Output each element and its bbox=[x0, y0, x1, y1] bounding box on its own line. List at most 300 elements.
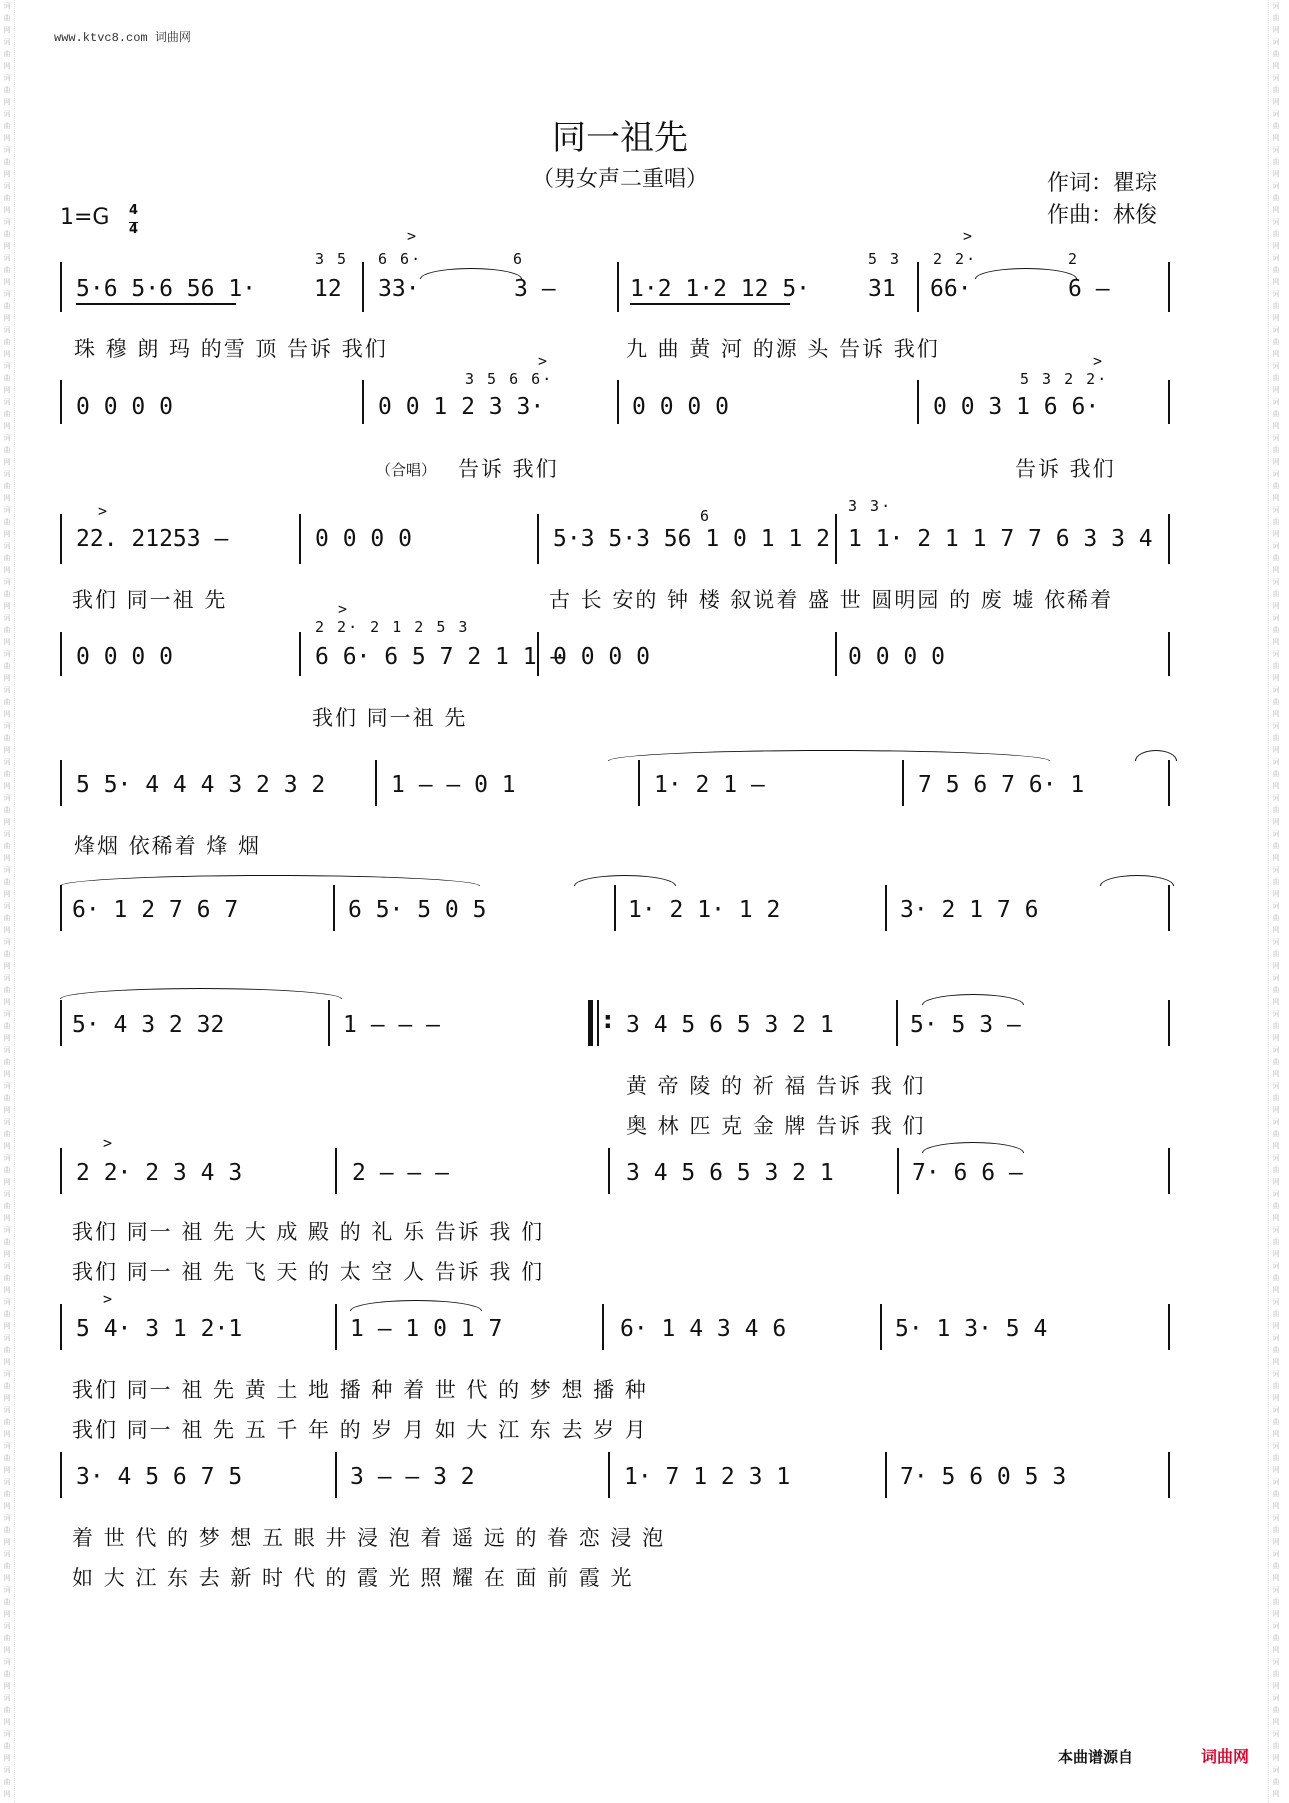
watermark-char: 网 bbox=[3, 998, 11, 1006]
lower-voice-bar: 0 0 0 0 bbox=[632, 394, 729, 420]
watermark-char: 词 bbox=[1272, 110, 1280, 118]
lyricist-credit: 作词：瞿琮 bbox=[1047, 171, 1158, 196]
melody-bar: 5· 5 3 – bbox=[910, 1012, 1021, 1038]
watermark-char: 曲 bbox=[1272, 482, 1280, 490]
watermark-char: 网 bbox=[1272, 386, 1280, 394]
watermark-char: 网 bbox=[1272, 1718, 1280, 1726]
watermark-char: 网 bbox=[1272, 1502, 1280, 1510]
harmony-note: 5 3 bbox=[868, 250, 902, 268]
watermark-char: 词 bbox=[1272, 326, 1280, 334]
watermark-char: 曲 bbox=[3, 806, 11, 814]
watermark-char: 曲 bbox=[1272, 50, 1280, 58]
watermark-char: 网 bbox=[3, 926, 11, 934]
lower-voice-bar: 0 0 1 2 3 3· bbox=[378, 394, 545, 420]
melody-bar: 33· bbox=[378, 276, 420, 302]
melody-bar: 22. 21253 – bbox=[76, 526, 229, 552]
lyric-line: 我们 同一 祖 先 黄 土 地 播 种 着 世 代 的 梦 想 播 种 bbox=[72, 1378, 648, 1402]
watermark-char: 曲 bbox=[1272, 1598, 1280, 1606]
watermark-char: 曲 bbox=[1272, 842, 1280, 850]
watermark-char: 曲 bbox=[3, 1166, 11, 1174]
watermark-char: 词 bbox=[1272, 1226, 1280, 1234]
watermark-char: 曲 bbox=[1272, 1202, 1280, 1210]
watermark-char: 网 bbox=[1272, 1394, 1280, 1402]
watermark-char: 词 bbox=[1272, 722, 1280, 730]
watermark-char: 曲 bbox=[3, 1130, 11, 1138]
lyric-line: 奥 林 匹 克 金 牌 告诉 我 们 bbox=[626, 1114, 926, 1138]
watermark-char: 词 bbox=[3, 1622, 11, 1630]
watermark-char: 词 bbox=[3, 794, 11, 802]
watermark-char: 词 bbox=[1272, 1658, 1280, 1666]
watermark-char: 曲 bbox=[1272, 302, 1280, 310]
lower-voice-bar: 0 0 0 0 bbox=[76, 394, 173, 420]
watermark-char: 曲 bbox=[3, 50, 11, 58]
watermark-char: 词 bbox=[3, 1550, 11, 1558]
watermark-char: 曲 bbox=[1272, 158, 1280, 166]
watermark-char: 曲 bbox=[1272, 1022, 1280, 1030]
watermark-char: 曲 bbox=[1272, 1310, 1280, 1318]
watermark-char: 曲 bbox=[1272, 1274, 1280, 1282]
watermark-char: 词 bbox=[3, 362, 11, 370]
melody-bar: 2 – – – bbox=[352, 1160, 449, 1186]
watermark-char: 网 bbox=[3, 26, 11, 34]
melody-bar: 7· 5 6 0 5 3 bbox=[900, 1464, 1067, 1490]
harmony-note: 3 3· bbox=[848, 497, 893, 515]
watermark-char: 网 bbox=[1272, 206, 1280, 214]
watermark-char: 网 bbox=[1272, 170, 1280, 178]
watermark-char: 曲 bbox=[1272, 1346, 1280, 1354]
watermark-char: 词 bbox=[1272, 290, 1280, 298]
watermark-char: 网 bbox=[1272, 530, 1280, 538]
watermark-char: 曲 bbox=[1272, 1634, 1280, 1642]
melody-bar: 5 5· 4 4 4 3 2 3 2 bbox=[76, 772, 326, 798]
watermark-char: 词 bbox=[3, 2, 11, 10]
melody-bar: 3 – bbox=[514, 276, 556, 302]
watermark-char: 网 bbox=[1272, 962, 1280, 970]
melody-bar: 6 5· 5 0 5 bbox=[348, 897, 487, 923]
lyric-line: 告诉 我们 bbox=[458, 457, 559, 481]
watermark-char: 曲 bbox=[3, 1310, 11, 1318]
watermark-char: 网 bbox=[1272, 602, 1280, 610]
watermark-char: 网 bbox=[3, 962, 11, 970]
watermark-char: 网 bbox=[3, 1754, 11, 1762]
watermark-char: 网 bbox=[3, 170, 11, 178]
watermark-char: 网 bbox=[3, 530, 11, 538]
watermark-char: 曲 bbox=[3, 374, 11, 382]
watermark-char: 曲 bbox=[1272, 1778, 1280, 1786]
watermark-char: 网 bbox=[3, 458, 11, 466]
watermark-char: 词 bbox=[3, 506, 11, 514]
lyric-line: 我们 同一祖 先 bbox=[312, 706, 468, 730]
harmony-note: 2 2· bbox=[933, 250, 978, 268]
watermark-char: 曲 bbox=[1272, 914, 1280, 922]
watermark-char: 网 bbox=[3, 890, 11, 898]
watermark-char: 词 bbox=[3, 470, 11, 478]
lyric-line: 烽烟 依稀着 烽 烟 bbox=[74, 834, 262, 858]
watermark-char: 曲 bbox=[1272, 338, 1280, 346]
lower-voice-bar: 0 0 3 1 6 6· bbox=[933, 394, 1100, 420]
watermark-char: 网 bbox=[3, 854, 11, 862]
melody-bar: 5· 1 3· 5 4 bbox=[895, 1316, 1048, 1342]
watermark-char: 词 bbox=[1272, 1586, 1280, 1594]
watermark-char: 网 bbox=[1272, 926, 1280, 934]
melody-bar: 1 – – – bbox=[343, 1012, 440, 1038]
watermark-char: 词 bbox=[1272, 542, 1280, 550]
watermark-char: 网 bbox=[1272, 782, 1280, 790]
left-watermark-strip bbox=[0, 0, 15, 1803]
watermark-char: 词 bbox=[3, 254, 11, 262]
watermark-char: 网 bbox=[3, 422, 11, 430]
watermark-char: 网 bbox=[1272, 1214, 1280, 1222]
harmony-note: 6 bbox=[513, 250, 525, 268]
watermark-char: 网 bbox=[1272, 350, 1280, 358]
watermark-char: 词 bbox=[1272, 1442, 1280, 1450]
melody-bar: 5·6 5·6 56 1· bbox=[76, 276, 257, 302]
watermark-char: 词 bbox=[3, 182, 11, 190]
watermark-char: 网 bbox=[1272, 1358, 1280, 1366]
watermark-char: 网 bbox=[1272, 1538, 1280, 1546]
site-label[interactable]: www.ktvc8.com 词曲网 bbox=[54, 31, 191, 45]
watermark-char: 词 bbox=[3, 1298, 11, 1306]
watermark-char: 词 bbox=[1272, 578, 1280, 586]
watermark-char: 网 bbox=[3, 1322, 11, 1330]
watermark-char: 曲 bbox=[3, 1706, 11, 1714]
watermark-char: 网 bbox=[1272, 890, 1280, 898]
watermark-char: 词 bbox=[1272, 506, 1280, 514]
watermark-char: 词 bbox=[1272, 1550, 1280, 1558]
harmony-note: 3 5 6 6· bbox=[465, 370, 554, 388]
footer-brand-link[interactable]: 词曲网 bbox=[1201, 1747, 1250, 1766]
watermark-char: 曲 bbox=[3, 1022, 11, 1030]
watermark-char: 曲 bbox=[1272, 1526, 1280, 1534]
watermark-char: 词 bbox=[1272, 1514, 1280, 1522]
watermark-char: 词 bbox=[3, 866, 11, 874]
watermark-char: 网 bbox=[3, 386, 11, 394]
lyric-line: 我们 同一 祖 先 大 成 殿 的 礼 乐 告诉 我 们 bbox=[72, 1220, 545, 1244]
melody-bar: 3· 4 5 6 7 5 bbox=[76, 1464, 243, 1490]
watermark-char: 网 bbox=[3, 242, 11, 250]
watermark-char: 网 bbox=[1272, 566, 1280, 574]
watermark-char: 曲 bbox=[3, 1058, 11, 1066]
watermark-char: 词 bbox=[3, 686, 11, 694]
watermark-char: 词 bbox=[1272, 938, 1280, 946]
watermark-char: 网 bbox=[1272, 1070, 1280, 1078]
watermark-char: 曲 bbox=[3, 914, 11, 922]
harmony-note: 2 bbox=[1068, 250, 1080, 268]
watermark-char: 曲 bbox=[3, 446, 11, 454]
watermark-char: 词 bbox=[3, 722, 11, 730]
watermark-char: 曲 bbox=[1272, 1094, 1280, 1102]
watermark-char: 曲 bbox=[3, 302, 11, 310]
watermark-char: 曲 bbox=[1272, 986, 1280, 994]
watermark-char: 网 bbox=[3, 206, 11, 214]
watermark-char: 词 bbox=[3, 1226, 11, 1234]
melody-bar: 1· 2 1 – bbox=[654, 772, 765, 798]
watermark-char: 网 bbox=[1272, 1610, 1280, 1618]
watermark-char: 网 bbox=[3, 1682, 11, 1690]
footer-source: 本曲谱源自 bbox=[1058, 1748, 1134, 1766]
watermark-char: 词 bbox=[3, 542, 11, 550]
watermark-char: 词 bbox=[1272, 38, 1280, 46]
harmony-note: 6 6· bbox=[378, 250, 423, 268]
melody-bar: 1· 2 1· 1 2 bbox=[628, 897, 781, 923]
watermark-char: 词 bbox=[1272, 866, 1280, 874]
melody-bar: 3 4 5 6 5 3 2 1 bbox=[626, 1160, 834, 1186]
melody-bar: 2 2· 2 3 4 3 bbox=[76, 1160, 243, 1186]
watermark-char: 词 bbox=[1272, 1694, 1280, 1702]
watermark-char: 曲 bbox=[1272, 518, 1280, 526]
watermark-char: 曲 bbox=[1272, 1418, 1280, 1426]
watermark-char: 词 bbox=[1272, 218, 1280, 226]
watermark-char: 曲 bbox=[3, 734, 11, 742]
watermark-char: 网 bbox=[1272, 854, 1280, 862]
watermark-char: 网 bbox=[3, 1178, 11, 1186]
watermark-char: 曲 bbox=[3, 410, 11, 418]
watermark-char: 网 bbox=[1272, 1178, 1280, 1186]
watermark-char: 词 bbox=[1272, 1370, 1280, 1378]
watermark-char: 曲 bbox=[3, 1382, 11, 1390]
watermark-char: 网 bbox=[3, 602, 11, 610]
watermark-char: 曲 bbox=[1272, 446, 1280, 454]
watermark-char: 词 bbox=[1272, 614, 1280, 622]
melody-bar: 3 4 5 6 5 3 2 1 bbox=[626, 1012, 834, 1038]
watermark-char: 网 bbox=[1272, 494, 1280, 502]
lyric-line: 如 大 江 东 去 新 时 代 的 霞 光 照 耀 在 面 前 霞 光 bbox=[72, 1566, 634, 1590]
watermark-char: 曲 bbox=[3, 842, 11, 850]
watermark-char: 词 bbox=[3, 1262, 11, 1270]
watermark-char: 网 bbox=[1272, 1466, 1280, 1474]
melody-bar: 5 4· 3 1 2·1 bbox=[76, 1316, 243, 1342]
melody-bar: 1 – 1 0 1 7 bbox=[350, 1316, 503, 1342]
watermark-char: 词 bbox=[3, 218, 11, 226]
chorus-tag: （合唱） bbox=[376, 461, 437, 479]
melody-bar: 6· 1 2 7 6 7 bbox=[72, 897, 239, 923]
watermark-char: 曲 bbox=[1272, 1382, 1280, 1390]
watermark-char: 曲 bbox=[3, 14, 11, 22]
melody-bar: 5·3 5·3 56 1 0 1 1 2 bbox=[553, 526, 830, 552]
melody-bar: 6· 1 4 3 4 6 bbox=[620, 1316, 787, 1342]
watermark-char: 词 bbox=[1272, 902, 1280, 910]
watermark-char: 词 bbox=[3, 1046, 11, 1054]
watermark-char: 词 bbox=[3, 290, 11, 298]
watermark-char: 网 bbox=[3, 710, 11, 718]
watermark-char: 曲 bbox=[3, 1742, 11, 1750]
watermark-char: 曲 bbox=[1272, 734, 1280, 742]
watermark-char: 词 bbox=[1272, 398, 1280, 406]
watermark-char: 词 bbox=[3, 614, 11, 622]
watermark-char: 曲 bbox=[1272, 698, 1280, 706]
watermark-char: 词 bbox=[1272, 1298, 1280, 1306]
watermark-char: 词 bbox=[3, 1334, 11, 1342]
watermark-char: 网 bbox=[3, 1502, 11, 1510]
watermark-char: 网 bbox=[1272, 62, 1280, 70]
watermark-char: 曲 bbox=[3, 86, 11, 94]
watermark-char: 网 bbox=[3, 1718, 11, 1726]
watermark-char: 词 bbox=[1272, 1154, 1280, 1162]
watermark-char: 网 bbox=[1272, 1106, 1280, 1114]
lyric-line: 告诉 我们 bbox=[1015, 457, 1116, 481]
melody-bar: 12 bbox=[314, 276, 342, 302]
watermark-char: 网 bbox=[3, 1358, 11, 1366]
watermark-char: 网 bbox=[1272, 638, 1280, 646]
right-watermark-strip bbox=[1268, 0, 1283, 1803]
watermark-char: 词 bbox=[3, 1514, 11, 1522]
melody-bar: 1· 7 1 2 3 1 bbox=[624, 1464, 791, 1490]
watermark-char: 曲 bbox=[3, 1202, 11, 1210]
watermark-char: 曲 bbox=[3, 1490, 11, 1498]
watermark-char: 曲 bbox=[1272, 1706, 1280, 1714]
watermark-char: 词 bbox=[1272, 1190, 1280, 1198]
watermark-char: 词 bbox=[1272, 1766, 1280, 1774]
key-signature: 1=G bbox=[60, 205, 110, 230]
watermark-char: 词 bbox=[3, 398, 11, 406]
watermark-char: 曲 bbox=[3, 266, 11, 274]
watermark-char: 曲 bbox=[1272, 806, 1280, 814]
lyric-line: 我们 同一祖 先 bbox=[72, 588, 228, 612]
watermark-char: 词 bbox=[3, 326, 11, 334]
watermark-char: 词 bbox=[3, 830, 11, 838]
watermark-char: 网 bbox=[3, 134, 11, 142]
melody-bar: 0 0 0 0 bbox=[315, 526, 412, 552]
watermark-char: 网 bbox=[3, 1466, 11, 1474]
watermark-char: 网 bbox=[3, 1142, 11, 1150]
watermark-char: 曲 bbox=[3, 950, 11, 958]
watermark-char: 词 bbox=[3, 974, 11, 982]
watermark-char: 网 bbox=[3, 1250, 11, 1258]
watermark-char: 网 bbox=[3, 278, 11, 286]
watermark-char: 曲 bbox=[3, 230, 11, 238]
watermark-char: 曲 bbox=[3, 122, 11, 130]
watermark-char: 词 bbox=[3, 1730, 11, 1738]
watermark-char: 网 bbox=[1272, 26, 1280, 34]
watermark-char: 网 bbox=[3, 1214, 11, 1222]
watermark-char: 词 bbox=[1272, 830, 1280, 838]
harmony-note: 3 5 bbox=[315, 250, 349, 268]
watermark-char: 曲 bbox=[3, 338, 11, 346]
watermark-char: 词 bbox=[1272, 254, 1280, 262]
watermark-char: 曲 bbox=[1272, 1742, 1280, 1750]
watermark-char: 曲 bbox=[3, 770, 11, 778]
watermark-char: 网 bbox=[3, 314, 11, 322]
time-signature-top: 4 bbox=[129, 203, 139, 218]
watermark-char: 网 bbox=[3, 818, 11, 826]
watermark-char: 曲 bbox=[1272, 230, 1280, 238]
watermark-char: 词 bbox=[3, 1442, 11, 1450]
watermark-char: 曲 bbox=[3, 1454, 11, 1462]
watermark-char: 词 bbox=[1272, 974, 1280, 982]
watermark-char: 曲 bbox=[3, 986, 11, 994]
watermark-char: 词 bbox=[1272, 1406, 1280, 1414]
melody-bar: 1 1· 2 1 1 7 7 6 3 3 4 bbox=[848, 526, 1153, 552]
watermark-char: 词 bbox=[1272, 74, 1280, 82]
lower-voice-bar: 0 0 0 0 bbox=[553, 644, 650, 670]
watermark-char: 曲 bbox=[3, 482, 11, 490]
watermark-char: 词 bbox=[1272, 434, 1280, 442]
watermark-char: 网 bbox=[1272, 1322, 1280, 1330]
watermark-char: 网 bbox=[1272, 1250, 1280, 1258]
watermark-char: 词 bbox=[1272, 650, 1280, 658]
lyric-line: 珠 穆 朗 玛 的雪 顶 告诉 我们 bbox=[74, 337, 388, 361]
watermark-char: 曲 bbox=[3, 1598, 11, 1606]
watermark-char: 网 bbox=[3, 1106, 11, 1114]
watermark-char: 曲 bbox=[3, 626, 11, 634]
watermark-char: 词 bbox=[3, 902, 11, 910]
watermark-char: 网 bbox=[1272, 710, 1280, 718]
melody-bar: 5· 4 3 2 32 bbox=[72, 1012, 225, 1038]
watermark-char: 曲 bbox=[3, 590, 11, 598]
watermark-char: 网 bbox=[3, 1790, 11, 1798]
watermark-char: 曲 bbox=[3, 194, 11, 202]
watermark-char: 曲 bbox=[1272, 1238, 1280, 1246]
lyric-line: 古 长 安的 钟 楼 叙说着 盛 世 圆明园 的 废 墟 依稀着 bbox=[549, 588, 1114, 612]
watermark-char: 词 bbox=[1272, 2, 1280, 10]
watermark-char: 曲 bbox=[1272, 590, 1280, 598]
watermark-char: 曲 bbox=[3, 1526, 11, 1534]
watermark-char: 曲 bbox=[1272, 86, 1280, 94]
watermark-char: 词 bbox=[3, 1586, 11, 1594]
watermark-char: 词 bbox=[1272, 182, 1280, 190]
melody-bar: 1·2 1·2 12 5· bbox=[630, 276, 811, 302]
watermark-char: 词 bbox=[1272, 1082, 1280, 1090]
lower-voice-bar: 0 0 0 0 bbox=[848, 644, 945, 670]
watermark-char: 词 bbox=[3, 38, 11, 46]
watermark-char: 曲 bbox=[1272, 1166, 1280, 1174]
grace-note: 6 bbox=[700, 507, 712, 525]
watermark-char: 词 bbox=[3, 74, 11, 82]
watermark-char: 词 bbox=[3, 146, 11, 154]
watermark-char: 网 bbox=[1272, 278, 1280, 286]
melody-bar: 6 – bbox=[1068, 276, 1110, 302]
watermark-char: 词 bbox=[1272, 362, 1280, 370]
watermark-char: 曲 bbox=[1272, 374, 1280, 382]
watermark-char: 词 bbox=[1272, 794, 1280, 802]
watermark-char: 词 bbox=[1272, 1334, 1280, 1342]
watermark-char: 曲 bbox=[3, 1274, 11, 1282]
watermark-char: 曲 bbox=[1272, 1058, 1280, 1066]
watermark-char: 词 bbox=[3, 1478, 11, 1486]
watermark-char: 曲 bbox=[3, 698, 11, 706]
melody-bar: 3· 2 1 7 6 bbox=[900, 897, 1039, 923]
watermark-char: 网 bbox=[1272, 1034, 1280, 1042]
watermark-char: 词 bbox=[1272, 686, 1280, 694]
watermark-char: 词 bbox=[3, 1190, 11, 1198]
watermark-char: 词 bbox=[1272, 1478, 1280, 1486]
watermark-char: 网 bbox=[1272, 458, 1280, 466]
watermark-char: 词 bbox=[1272, 470, 1280, 478]
watermark-char: 曲 bbox=[1272, 1562, 1280, 1570]
watermark-char: 网 bbox=[3, 746, 11, 754]
watermark-char: 网 bbox=[1272, 1646, 1280, 1654]
watermark-char: 网 bbox=[1272, 998, 1280, 1006]
watermark-char: 词 bbox=[3, 578, 11, 586]
watermark-char: 词 bbox=[3, 110, 11, 118]
watermark-char: 网 bbox=[3, 1394, 11, 1402]
song-subtitle: （男女声二重唱） bbox=[531, 167, 708, 192]
watermark-char: 网 bbox=[3, 674, 11, 682]
watermark-char: 网 bbox=[1272, 1142, 1280, 1150]
watermark-char: 曲 bbox=[1272, 662, 1280, 670]
watermark-char: 曲 bbox=[1272, 266, 1280, 274]
watermark-char: 曲 bbox=[1272, 950, 1280, 958]
composer-credit: 作曲：林俊 bbox=[1047, 203, 1158, 228]
watermark-char: 曲 bbox=[3, 518, 11, 526]
watermark-char: 曲 bbox=[3, 1778, 11, 1786]
watermark-char: 网 bbox=[3, 1646, 11, 1654]
harmony-note: 5 3 2 2· bbox=[1020, 370, 1109, 388]
watermark-char: 词 bbox=[3, 1658, 11, 1666]
watermark-char: 网 bbox=[3, 1574, 11, 1582]
watermark-char: 网 bbox=[3, 98, 11, 106]
harmony-note: 2 2· 2 1 2 5 3 bbox=[315, 618, 470, 636]
